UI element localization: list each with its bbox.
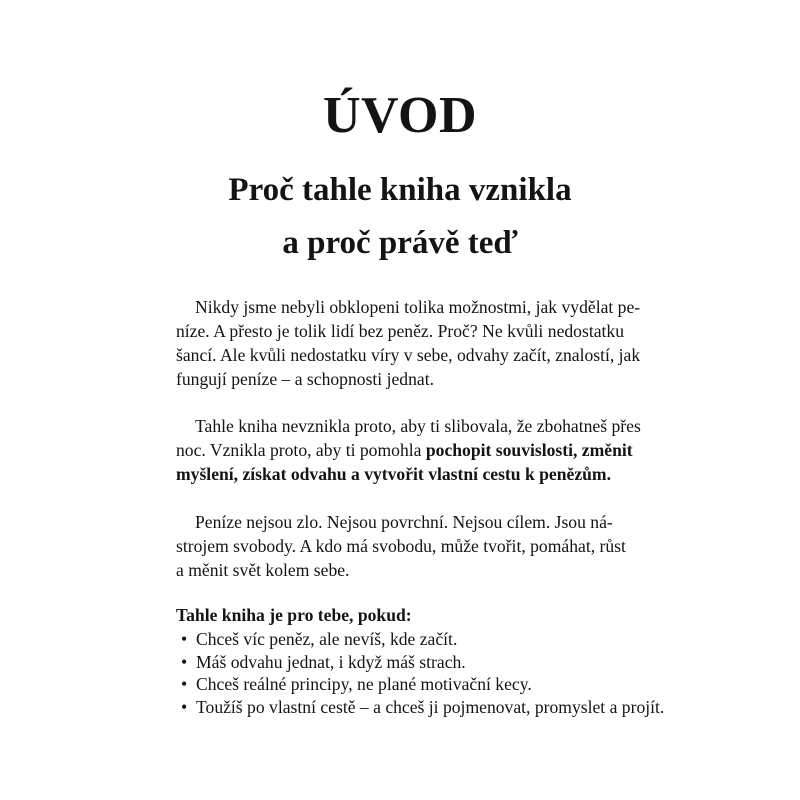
- list-item-text: Máš odvahu jednat, i když máš strach.: [196, 651, 466, 672]
- list-item: [176, 628, 664, 651]
- paragraph-line: Nikdy jsme nebyli obklopeni tolika možnostmi, jak vydělat pe-: [195, 297, 641, 317]
- paragraph-line: níze. A přesto je tolik lidí bez peněz. Proč? Ne kvůli nedostatku: [176, 321, 624, 341]
- list-item: [176, 673, 664, 696]
- subtitle-line-1: Proč tahle kniha vznikla: [228, 172, 572, 208]
- paragraph-text: noc. Vznikla proto, aby ti pomohla: [176, 440, 426, 460]
- emphasis-text: myšlení, získat odvahu a vytvořit vlastní cestu k penězům.: [176, 464, 611, 484]
- paragraph-line: [176, 439, 633, 461]
- chapter-title: ÚVOD: [322, 87, 478, 144]
- list-item-text: Chceš víc peněz, ale nevíš, kde začít.: [196, 629, 458, 649]
- paragraph-line: Tahle kniha nevznikla proto, aby ti slibovala, že zbohatneš přes: [195, 416, 641, 436]
- emphasis-text: pochopit souvislosti, změnit: [425, 440, 633, 460]
- bullet-list: [176, 628, 664, 718]
- list-item: [176, 696, 664, 719]
- list-heading: Tahle kniha je pro tebe, pokud:: [176, 605, 412, 625]
- bullet-icon: •: [181, 696, 188, 717]
- paragraph-line: a měnit svět kolem sebe.: [176, 560, 350, 580]
- bullet-icon: •: [181, 674, 188, 694]
- subtitle-line-2: a proč právě teď: [282, 225, 518, 261]
- paragraph-line: Peníze nejsou zlo. Nejsou povrchní. Nejsou cílem. Jsou ná-: [195, 512, 613, 532]
- list-item: [176, 651, 664, 674]
- bullet-icon: •: [181, 651, 188, 672]
- list-item-text: Chceš reálné principy, ne plané motivační kecy.: [196, 674, 532, 694]
- list-item-text: Toužíš po vlastní cestě – a chceš ji pojmenovat, promyslet a projít.: [196, 696, 665, 717]
- paragraph-line: šancí. Ale kvůli nedostatku víry v sebe, odvahy začít, znalostí, jak: [176, 345, 641, 365]
- bullet-icon: •: [181, 629, 188, 649]
- paragraph-line: [176, 463, 624, 485]
- paragraph-line: fungují peníze – a schopnosti jednat.: [176, 369, 434, 389]
- paragraph-line: strojem svobody. A kdo má svobodu, může tvořit, pomáhat, růst: [176, 536, 626, 556]
